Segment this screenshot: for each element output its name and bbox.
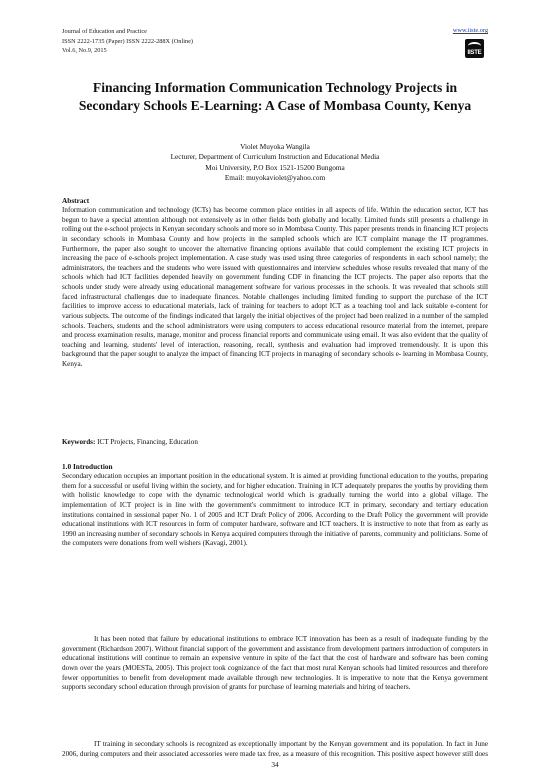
abstract-heading: Abstract <box>62 196 90 205</box>
journal-name: Journal of Education and Practice <box>62 28 147 35</box>
logo-text: IISTE <box>467 50 482 56</box>
author-email: Email: muyokaviolet@yahoo.com <box>224 173 326 183</box>
keywords-text: ICT Projects, Financing, Education <box>95 438 198 446</box>
journal-header <box>62 27 488 67</box>
author-name: Violet Muyoka Wangila <box>240 142 310 151</box>
logo-swoosh-icon <box>468 42 481 50</box>
introduction-paragraph-2: It has been noted that failure by educational institutions to embrace ICT innovation has been as a result of inadequate funding by the government (Richardson 2007). Without financial support of the government and assistance from development partners introduction of computers in educational institutions will continue to remain an expensive venture in spite of the fact that the cost of hardware and software has been coming down over the years (MOESTa, 2005). This project took cognizance of the fact that most rural Kenyan schools had limited resources and therefore fewer opportunities to benefit from development made available through new technologies. It is imperative to note that the Kenya government supports secondary school education through provision of grants for purchase of learning materials and hiring of teachers. <box>62 635 488 692</box>
introduction-heading: 1.0 Introduction <box>62 462 113 471</box>
page-number: 34 <box>271 760 279 769</box>
author-address: Moi University, P.O Box 1521-15200 Bungoma <box>205 162 345 172</box>
journal-volume: Vol.6, No.9, 2015 <box>62 47 107 55</box>
author-affiliation: Lecturer, Department of Curriculum Instruction and Educational Media <box>170 152 380 162</box>
introduction-paragraph-3: IT training in secondary schools is recognized as exceptionally important by the Kenyan government and its population. In fact in June 2006, during computers and their associated accessories were made tax free, as a measure of this recognition. This positive aspect however still does <box>62 740 488 758</box>
keywords <box>62 438 198 446</box>
journal-info <box>62 27 193 56</box>
introduction-paragraph-1: Secondary education occupies an important position in the educational system. It is aimed at providing functional education to the youths, preparing them for a successful or useful living within the society, and for higher education. Training in ICT adequately prepares the youths by providing them with holistic knowledge to cope with the dynamic technological world which is gradually turning the world into a global village. The implementation of ICT project is in line with the government's commitment to introduce ICT in primary, secondary and tertiary education institutions contained in sessional paper No. 1 of 2005 and ICT Draft Policy of 2006. According to the Draft Policy the government will provide educational institutions with ICT resources in form of computer hardware, software and ICT teachers. It is instructive to note that from as early as 1990 an increasing number of secondary schools in Kenya acquired computers through the initiative of parents, community and politicians. Some of the computers were donations from well wishers (Kavagi, 2001). <box>62 472 488 548</box>
journal-issn: ISSN 2222-1735 (Paper) ISSN 2222-288X (Online) <box>62 37 193 45</box>
journal-website-link[interactable]: www.iiste.org <box>452 27 488 34</box>
paper-title: Financing Information Communication Technology Projects in Secondary Schools E-Learning: A Case of Mombasa County, Kenya <box>78 80 472 113</box>
keywords-label: Keywords: <box>62 438 96 446</box>
iiste-logo <box>465 39 484 58</box>
abstract-text: Information communication and technology (ICTs) has become common place entities in all aspects of life. Within the education sector, ICT has begun to have a special attention although not extensively as in other fields both globally and locally. Limited funds still presents a challenge in rolling out the e-school projects in Kenyan secondary schools and more so in Mombasa County. This paper presents trends in financing ICT projects in secondary schools in Mombasa County and how projects in the sampled schools which are ICT complaint manage the IT programmes. Furthermore, the paper also sought to uncover the alternative financing options available that could complement the existing ICT projects in increasing the pace of e-schools project implementation. A case study was used using three categories of respondents in each school namely; the administrators, the teachers and the students who were issued with questionnaires and interview schedules whose results revealed that many of the schools which had ICT facilities depended heavily on government funding CDF in financing the ICT projects. The paper also reports that the schools under study were already using educational management software for various processes in the schools. It was revealed that schools still faced infrastructural challenges due to inadequate finances. Notable challenges including limited funding to support the purchase of the ICT facilities to improve access to educational materials, lack of training for teachers to adopt ICT as a teaching tool and lack suitable e-content for various subjects. The outcome of the findings indicated that largely the initial objectives of the project had been realized in a number of the sampled schools. Teachers, students and the school administrators were using computers to access educational resource material from the internet, prepare and process examination results, manage, monitor and process financial reports and communicate using email. It was also evident that the quality of teaching and learning, students' level of interaction, reasoning, recall, synthesis and evaluation had improved tremendously. It is upon this background that the paper sought to analyze the impact of financing ICT projects in managing of secondary schools e- learning in Mombasa County, Kenya. <box>62 206 488 368</box>
author-block <box>62 142 488 184</box>
